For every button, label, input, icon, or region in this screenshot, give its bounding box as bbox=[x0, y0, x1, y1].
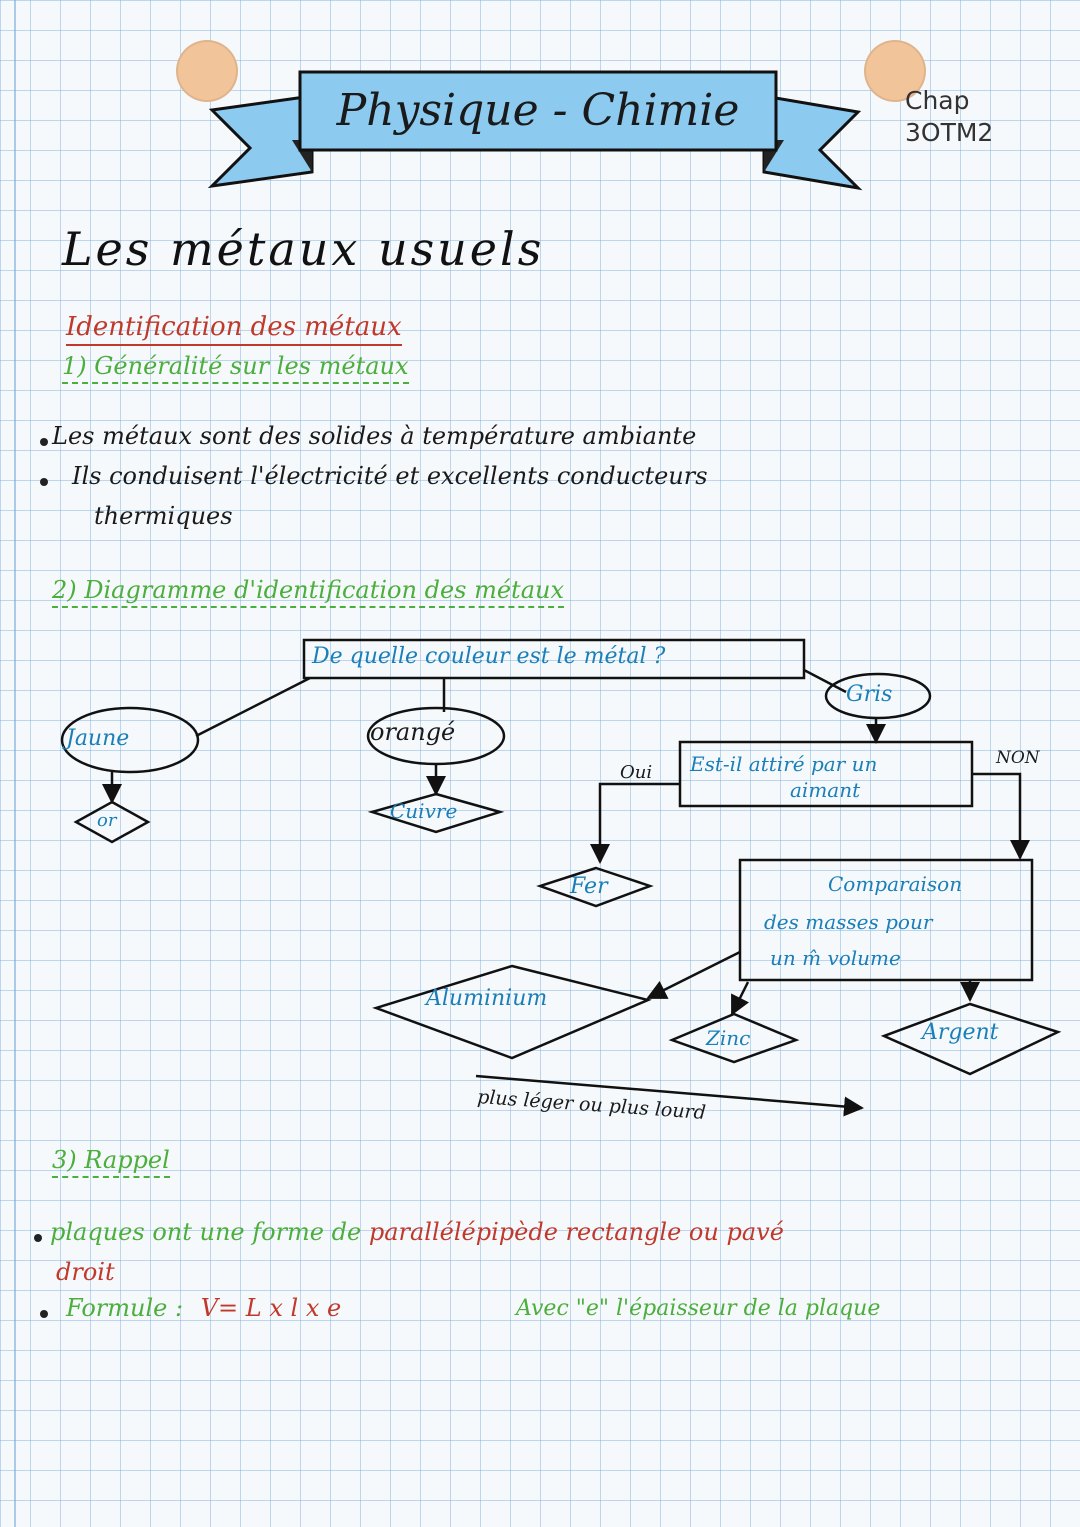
bullet-marker bbox=[40, 1310, 48, 1318]
argent-label: Argent bbox=[922, 1020, 999, 1045]
bullet-text-continued: thermiques bbox=[94, 502, 233, 530]
non-label: NON bbox=[996, 748, 1040, 768]
cuivre-label: Cuivre bbox=[390, 799, 458, 823]
compare-line3: un m̂ volume bbox=[770, 946, 901, 970]
magnet-question-line2: aimant bbox=[790, 778, 861, 802]
part3-heading: 3) Rappel bbox=[52, 1146, 170, 1174]
chapter-code: 3OTM2 bbox=[905, 118, 994, 147]
formula-line: Formule : V= L x l x e bbox=[66, 1294, 342, 1322]
compare-line2: des masses pour bbox=[764, 910, 933, 934]
zinc-label: Zinc bbox=[706, 1026, 751, 1050]
aluminium-node bbox=[376, 966, 648, 1058]
bullet-text: Ils conduisent l'électricité et excellents conducteurs bbox=[72, 462, 708, 490]
gris-label: Gris bbox=[846, 682, 893, 707]
compare-line1: Comparaison bbox=[828, 872, 963, 896]
question-text: De quelle couleur est le métal ? bbox=[312, 644, 666, 669]
magnet-question-line1: Est-il attiré par un bbox=[690, 752, 878, 776]
aluminium-label: Aluminium bbox=[426, 986, 548, 1011]
bullet-marker bbox=[34, 1234, 42, 1242]
banner-title: Physique - Chimie bbox=[336, 84, 740, 136]
chapter-label: Chap bbox=[905, 86, 970, 115]
orange-label: orangé bbox=[370, 718, 456, 746]
rappel-line1-continued: droit bbox=[56, 1258, 115, 1286]
or-label: or bbox=[97, 810, 117, 831]
part2-heading: 2) Diagramme d'identification des métaux bbox=[52, 576, 564, 604]
bullet-text: Les métaux sont des solides à température ambiante bbox=[52, 422, 697, 450]
oui-label: Oui bbox=[620, 762, 653, 783]
page-title: Les métaux usuels bbox=[62, 222, 545, 276]
jaune-label: Jaune bbox=[66, 726, 130, 751]
mass-axis-label: plus léger ou plus lourd bbox=[476, 1086, 707, 1124]
section-heading: Identification des métaux bbox=[66, 312, 402, 342]
volume-formula: V= L x l x e bbox=[200, 1294, 342, 1322]
formula-note: Avec "e" l'épaisseur de la plaque bbox=[516, 1296, 881, 1321]
rappel-line1: plaques ont une forme de parallélépipède rectangle ou pavé bbox=[50, 1218, 784, 1246]
fer-label: Fer bbox=[570, 874, 608, 899]
link-jaune bbox=[196, 678, 310, 736]
part1-heading: 1) Généralité sur les métaux bbox=[62, 352, 409, 380]
